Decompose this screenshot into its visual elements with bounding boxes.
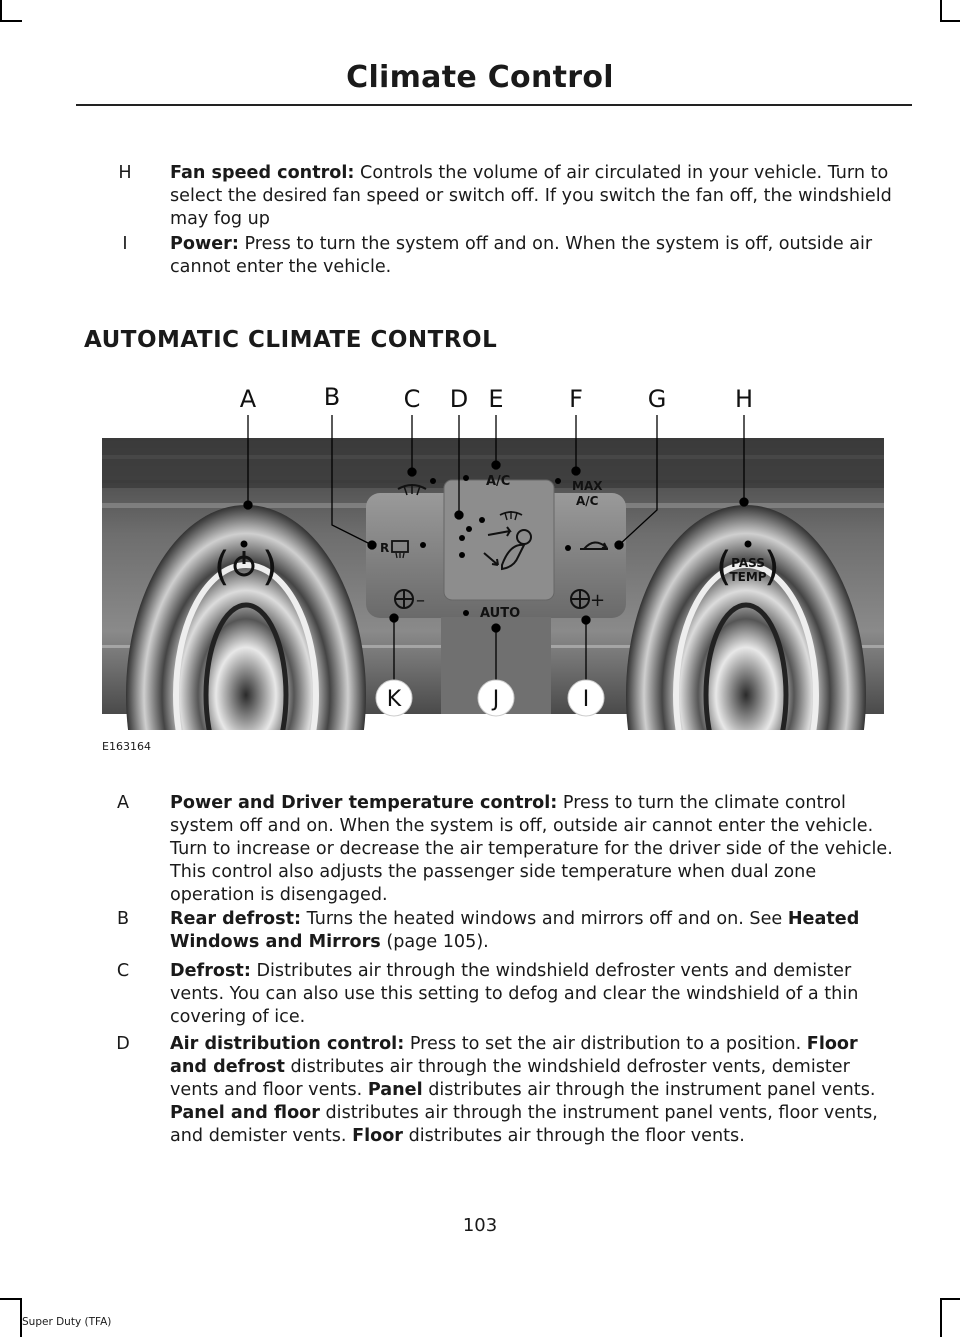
entry-defrost: [170, 960, 900, 1029]
entry-air-distribution: [170, 1033, 900, 1148]
section-heading: AUTOMATIC CLIMATE CONTROL: [84, 327, 498, 353]
rear-text: R: [380, 541, 390, 555]
entry-letter-b: B: [116, 909, 130, 929]
figure-caption: E163164: [102, 740, 151, 753]
entry-rear-defrost: [170, 908, 900, 954]
entry-letter-d: D: [116, 1034, 130, 1054]
callout-k: K: [386, 687, 402, 712]
entry-letter-c: C: [116, 961, 130, 981]
crop-mark: [940, 20, 960, 22]
entry-title: Fan speed control:: [170, 163, 355, 183]
crop-mark: [0, 0, 2, 22]
cross-reference-page: (page 105).: [380, 932, 489, 952]
entry-text: Press to turn the system off and on. When the system is off, outside air cannot enter the vehicle.: [170, 234, 873, 277]
plus-text: +: [590, 590, 606, 611]
cross-reference-link[interactable]: Heated Windows and Mirrors: [170, 909, 860, 952]
entry-text: distributes air through the instrument panel vents.: [422, 1080, 876, 1100]
callout-h: H: [734, 385, 754, 413]
crop-mark: [0, 20, 22, 22]
page-title: Climate Control: [346, 60, 614, 95]
crop-mark: [940, 1298, 960, 1300]
footer-model: Super Duty (TFA): [22, 1316, 112, 1328]
callout-a: A: [239, 385, 257, 413]
callout-b: B: [323, 385, 341, 411]
entry-text: Turns the heated windows and mirrors off and on. See: [301, 909, 788, 929]
callout-j: J: [492, 687, 500, 712]
callout-e: E: [488, 385, 504, 413]
entry-power: [170, 233, 900, 279]
minus-text: –: [416, 590, 425, 611]
entry-title: Power and Driver temperature control:: [170, 793, 558, 813]
entry-text: Distributes air through the windshield defroster vents and demister vents. You can also use this setting to defog and clear the windshield of a thin covering of ice.: [170, 961, 859, 1027]
mode-floor: Floor: [352, 1126, 403, 1146]
mode-panel: Panel: [367, 1080, 423, 1100]
entry-fan-speed: [170, 162, 900, 231]
entry-text: Press to set the air distribution to a position.: [404, 1034, 807, 1054]
page-number: 103: [462, 1215, 498, 1236]
entry-title: Defrost:: [170, 961, 251, 981]
entry-title: Power:: [170, 234, 239, 254]
climate-panel-illustration: [96, 385, 896, 730]
entry-power-driver-temp: [170, 792, 900, 907]
entry-text: distributes air through the instrument panel vents, floor vents, and demister vents.: [170, 1103, 878, 1146]
entry-text: distributes air through the windshield defroster vents, demister vents and floor vents.: [170, 1057, 850, 1100]
pass-text: PASS: [731, 556, 765, 570]
entry-text: Controls the volume of air circulated in your vehicle. Turn to select the desired fan speed or switch off. If you switch the fan off, the windshield may fog up: [170, 163, 892, 229]
callout-i: I: [582, 687, 590, 712]
max-ac-text: A/C: [576, 494, 599, 508]
entry-letter-a: A: [116, 793, 130, 813]
entry-title: Rear defrost:: [170, 909, 302, 929]
entry-text: Press to turn the climate control system off and on. When the system is off, outside air cannot enter the vehicle. Turn to increase or decrease the air temperature for the driver side of the vehicle. This control also adjusts the passenger side temperature when dual zone operation is disengaged.: [170, 793, 893, 905]
callout-c: C: [403, 385, 421, 413]
entry-text: distributes air through the floor vents.: [402, 1126, 745, 1146]
svg-text:): ): [764, 544, 780, 590]
entry-letter-i: I: [122, 234, 128, 254]
auto-text: AUTO: [480, 606, 521, 621]
callout-f: F: [569, 385, 583, 413]
crop-mark: [940, 0, 942, 22]
mode-panel-floor: Panel and floor: [170, 1103, 320, 1123]
climate-panel-figure: [96, 385, 896, 730]
crop-mark: [0, 1298, 22, 1300]
svg-text:(: (: [214, 544, 230, 590]
svg-text:): ): [262, 544, 278, 590]
max-text: MAX: [572, 479, 603, 493]
crop-mark: [940, 1298, 942, 1337]
mode-floor-defrost: Floor and defrost: [170, 1034, 858, 1077]
temp-text: TEMP: [729, 570, 767, 584]
entry-letter-h: H: [118, 163, 132, 183]
ac-text: A/C: [486, 474, 511, 489]
entry-title: Air distribution control:: [170, 1034, 405, 1054]
callout-d: D: [449, 385, 469, 413]
callout-g: G: [647, 385, 667, 413]
svg-text:(: (: [716, 544, 732, 590]
header-divider: [76, 104, 912, 106]
